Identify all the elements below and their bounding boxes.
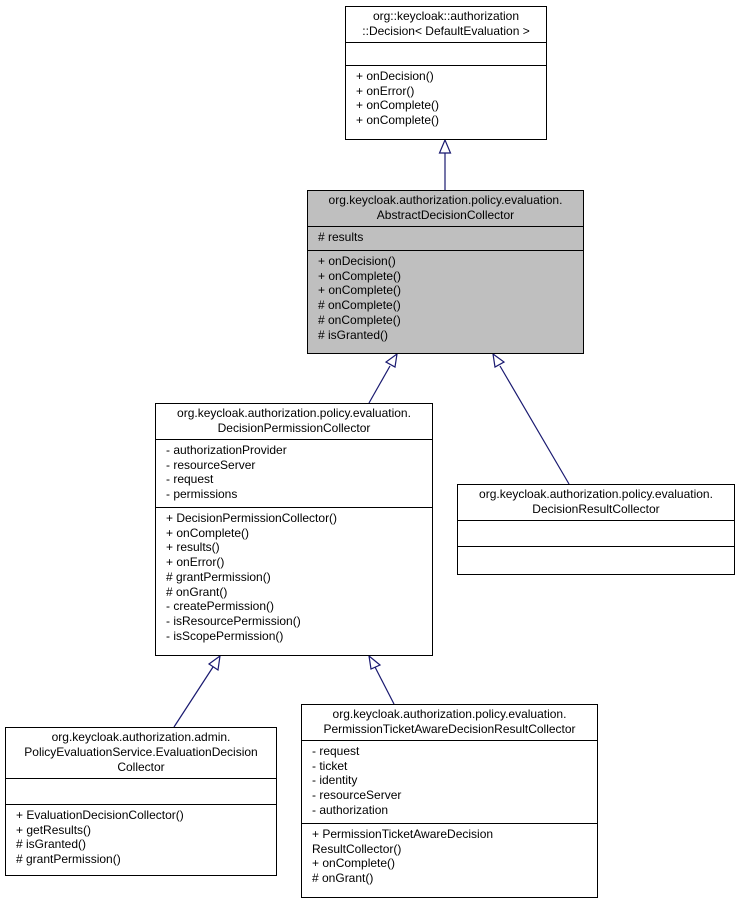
attribute: # results bbox=[318, 230, 364, 244]
class-ticket-attributes bbox=[302, 740, 597, 823]
class-permission-ticket-aware-decision-result-collector[interactable] bbox=[301, 704, 598, 898]
method: + PermissionTicketAwareDecision bbox=[312, 827, 494, 841]
edge-arrow-permission-right bbox=[369, 656, 380, 669]
attribute: - permissions bbox=[166, 487, 238, 502]
method: + onError() bbox=[166, 555, 225, 570]
edge-result-to-abstract bbox=[500, 366, 569, 484]
method: # grantPermission() bbox=[16, 852, 121, 867]
method: + results() bbox=[166, 540, 220, 555]
method: - createPermission() bbox=[166, 599, 275, 614]
method: + onComplete() bbox=[356, 98, 440, 113]
class-abstract-methods bbox=[308, 250, 583, 344]
edge-arrow-abstract-left bbox=[386, 354, 397, 367]
method: # onComplete() bbox=[318, 298, 401, 313]
class-decision-title: org::keycloak::authorization ::Decision< DefaultEvaluation > bbox=[362, 9, 530, 38]
class-evaluation-decision-collector[interactable] bbox=[5, 727, 277, 876]
method: # onGrant() bbox=[166, 584, 228, 599]
attribute: - resourceServer bbox=[166, 457, 256, 472]
class-result-attributes bbox=[458, 520, 734, 546]
class-ticket-methods bbox=[302, 823, 597, 888]
method: + onDecision() bbox=[318, 254, 396, 268]
class-ticket-title: org.keycloak.authorization.policy.evaluation. PermissionTicketAwareDecisionResultCollector bbox=[323, 707, 576, 736]
attribute: - authorizationProvider bbox=[166, 443, 287, 457]
attribute: - request bbox=[166, 472, 214, 487]
method: + onComplete() bbox=[166, 525, 250, 540]
class-result-title: org.keycloak.authorization.policy.evaluation. DecisionResultCollector bbox=[479, 487, 713, 516]
class-result-methods bbox=[458, 546, 734, 571]
edge-arrow-decision bbox=[440, 140, 451, 153]
class-evaluation-title: org.keycloak.authorization.admin. PolicyEvaluationService.EvaluationDecision Collector bbox=[24, 730, 258, 774]
method: - isScopePermission() bbox=[166, 628, 284, 643]
class-decision-methods bbox=[346, 65, 546, 130]
method: + onDecision() bbox=[356, 69, 434, 83]
method: + onComplete() bbox=[312, 856, 396, 871]
class-permission-title: org.keycloak.authorization.policy.evaluation. DecisionPermissionCollector bbox=[177, 406, 411, 435]
class-abstract-decision-collector[interactable] bbox=[307, 190, 584, 354]
attribute: - resourceServer bbox=[312, 788, 402, 803]
method: + getResults() bbox=[16, 822, 92, 837]
attribute: - ticket bbox=[312, 758, 348, 773]
method: # isGranted() bbox=[318, 327, 389, 342]
attribute: - request bbox=[312, 744, 360, 758]
edge-arrow-permission-left bbox=[209, 656, 220, 670]
class-decision-result-collector[interactable] bbox=[457, 484, 735, 575]
method: # onGrant() bbox=[312, 871, 374, 886]
method: + onComplete() bbox=[356, 113, 440, 128]
edge-evaluation-to-permission bbox=[174, 667, 213, 727]
class-decision[interactable] bbox=[345, 6, 547, 140]
method: - isResourcePermission() bbox=[166, 613, 301, 628]
class-permission-attributes bbox=[156, 439, 432, 507]
attribute: - identity bbox=[312, 773, 358, 788]
class-decision-attributes bbox=[346, 42, 546, 65]
method: ResultCollector() bbox=[312, 841, 402, 856]
method: + onComplete() bbox=[318, 268, 402, 283]
method: + DecisionPermissionCollector() bbox=[166, 511, 338, 525]
method: + onError() bbox=[356, 83, 415, 98]
method: # isGranted() bbox=[16, 837, 87, 852]
attribute: - authorization bbox=[312, 802, 389, 817]
class-evaluation-attributes bbox=[6, 778, 276, 804]
method: # grantPermission() bbox=[166, 569, 271, 584]
method: + EvaluationDecisionCollector() bbox=[16, 808, 184, 822]
method: + onComplete() bbox=[318, 283, 402, 298]
class-abstract-title: org.keycloak.authorization.policy.evaluation. AbstractDecisionCollector bbox=[328, 193, 563, 222]
class-evaluation-methods bbox=[6, 804, 276, 869]
class-decision-permission-collector[interactable] bbox=[155, 403, 433, 656]
method: # onComplete() bbox=[318, 312, 401, 327]
edge-ticket-to-permission bbox=[375, 667, 394, 704]
class-abstract-attributes bbox=[308, 226, 583, 250]
edge-permission-to-abstract bbox=[369, 366, 390, 403]
class-permission-methods bbox=[156, 507, 432, 645]
edge-arrow-abstract-right bbox=[493, 354, 504, 367]
